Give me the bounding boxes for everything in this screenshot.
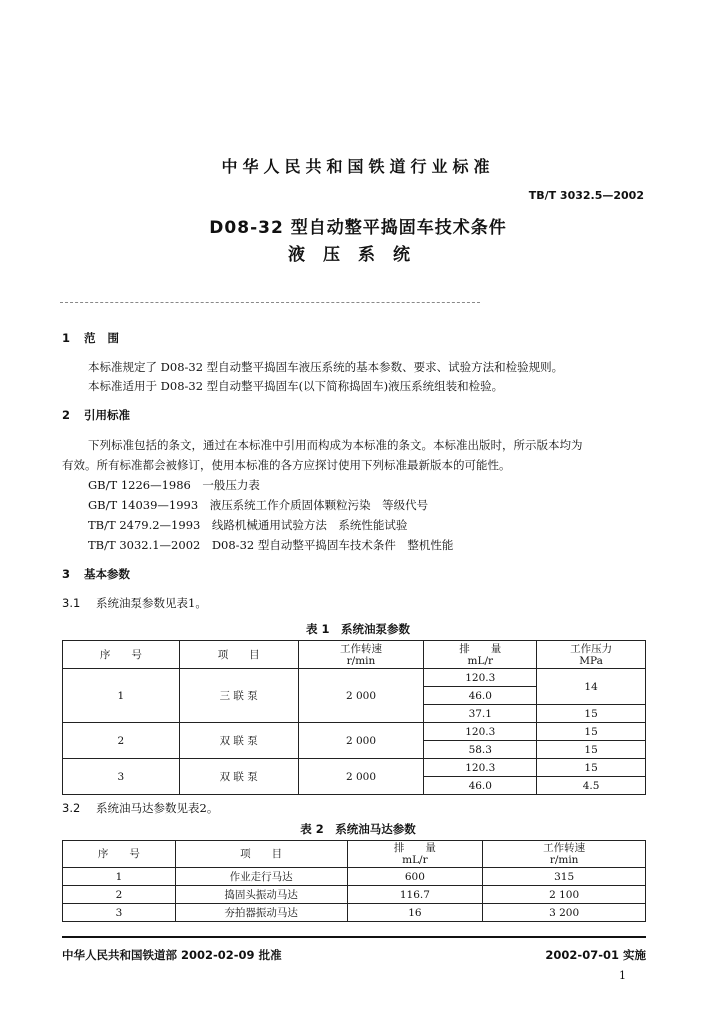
page-number: 1 [619,969,626,982]
reference-item: GB/T 14039—1993 液压系统工作介质固体颗粒污染 等级代号 [88,498,429,512]
subsection-text: 系统油马达参数见表2。 [96,801,219,815]
cell-speed: 3 200 [483,904,646,922]
cell-item: 作业走行马达 [175,868,347,886]
approval-statement: 中华人民共和国铁道部 2002-02-09 批准 [62,948,282,962]
cell-press: 15 [537,741,646,759]
subsection-number: 3.1 [62,596,81,610]
table-1-caption: 表 1 系统油泵参数 [305,622,410,636]
subsection-3-2 [62,800,218,816]
header-speed-label: 工作转速 [339,642,382,655]
cell-disp: 120.3 [424,669,537,687]
cell-press: 15 [537,759,646,777]
cell-disp: 120.3 [424,723,537,741]
section-number: 3 [62,567,71,581]
cell-disp: 600 [347,868,483,886]
cell-item: 三 联 泵 [179,669,298,723]
cell-disp: 46.0 [424,777,537,795]
section-title: 引用标准 [84,408,130,422]
cell-seq: 3 [63,759,180,795]
table-2-caption: 表 2 系统油马达参数 [300,822,416,836]
cell-disp: 46.0 [424,687,537,705]
header-speed-unit: r/min [346,654,376,667]
cell-seq: 1 [63,669,180,723]
subsection-3-1 [62,595,207,611]
cell-item: 双 联 泵 [179,723,298,759]
section-1-para-1: 本标准规定了 D08-32 型自动整平捣固车液压系统的基本参数、要求、试验方法和检验规则。 [88,360,564,374]
cell-seq: 1 [63,868,176,886]
section-2-para-line-1: 下列标准包括的条文，通过在本标准中引用而构成为本标准的条文。本标准出版时，所示版本均为 [88,438,583,452]
standard-number: TB/T 3032.5—2002 [528,189,644,202]
header-displacement [347,841,483,868]
cell-disp: 16 [347,904,483,922]
table-2 [62,840,646,922]
header-press-label: 工作压力 [570,642,613,655]
cell-press: 4.5 [537,777,646,795]
header-speed-unit: r/min [549,854,579,866]
subsection-number: 3.2 [62,801,81,815]
section-number: 1 [62,331,71,345]
cell-speed: 2 000 [298,669,424,723]
section-2-para-line-2: 有效。所有标准都会被修订，使用本标准的各方应探讨使用下列标准最新版本的可能性。 [62,458,511,472]
cell-seq: 3 [63,904,176,922]
section-2-heading [62,407,130,423]
cell-press: 14 [537,669,646,705]
cell-disp: 58.3 [424,741,537,759]
document-subtitle: 液压系统 [288,245,428,265]
section-number: 2 [62,408,71,422]
header-speed-label: 工作转速 [543,842,586,854]
header-item: 项 目 [175,841,347,868]
header-item: 项 目 [179,641,298,669]
footer-rule [62,936,646,938]
document-title: D08-32 型自动整平捣固车技术条件 [209,218,507,238]
cell-item: 捣固头振动马达 [175,886,347,904]
header-pressure [537,641,646,669]
cell-seq: 2 [63,723,180,759]
cell-speed: 2 000 [298,723,424,759]
header-press-unit: MPa [579,654,603,667]
reference-item: GB/T 1226—1986 一般压力表 [88,478,260,492]
section-3-heading [62,566,130,582]
subsection-text: 系统油泵参数见表1。 [96,596,207,610]
reference-item: TB/T 2479.2—1993 线路机械通用试验方法 系统性能试验 [88,518,408,532]
cell-speed: 315 [483,868,646,886]
cell-disp: 116.7 [347,886,483,904]
header-disp-unit: mL/r [467,654,494,667]
cell-disp: 120.3 [424,759,537,777]
section-title: 范围 [84,331,131,345]
implementation-date: 2002-07-01 实施 [545,948,646,962]
section-1-para-2: 本标准适用于 D08-32 型自动整平捣固车(以下简称捣固车)液压系统组装和检验。 [88,379,504,393]
cell-press: 15 [537,705,646,723]
header-speed [483,841,646,868]
cell-item: 夯拍器振动马达 [175,904,347,922]
header-seq: 序 号 [63,641,180,669]
header-speed [298,641,424,669]
cell-disp: 37.1 [424,705,537,723]
section-title: 基本参数 [84,567,130,581]
header-disp-label: 排 量 [393,842,436,854]
header-seq: 序 号 [63,841,176,868]
cell-item: 双 联 泵 [179,759,298,795]
reference-item: TB/T 3032.1—2002 D08-32 型自动整平捣固车技术条件 整机性能 [88,538,454,552]
cell-speed: 2 000 [298,759,424,795]
section-1-heading [62,330,131,346]
separator-line [60,302,480,303]
header-disp-unit: mL/r [402,854,428,866]
header-displacement [424,641,537,669]
cell-press: 15 [537,723,646,741]
cell-speed: 2 100 [483,886,646,904]
header-disp-label: 排 量 [459,642,502,655]
table-1 [62,640,646,795]
org-title: 中华人民共和国铁道行业标准 [221,157,495,176]
cell-seq: 2 [63,886,176,904]
